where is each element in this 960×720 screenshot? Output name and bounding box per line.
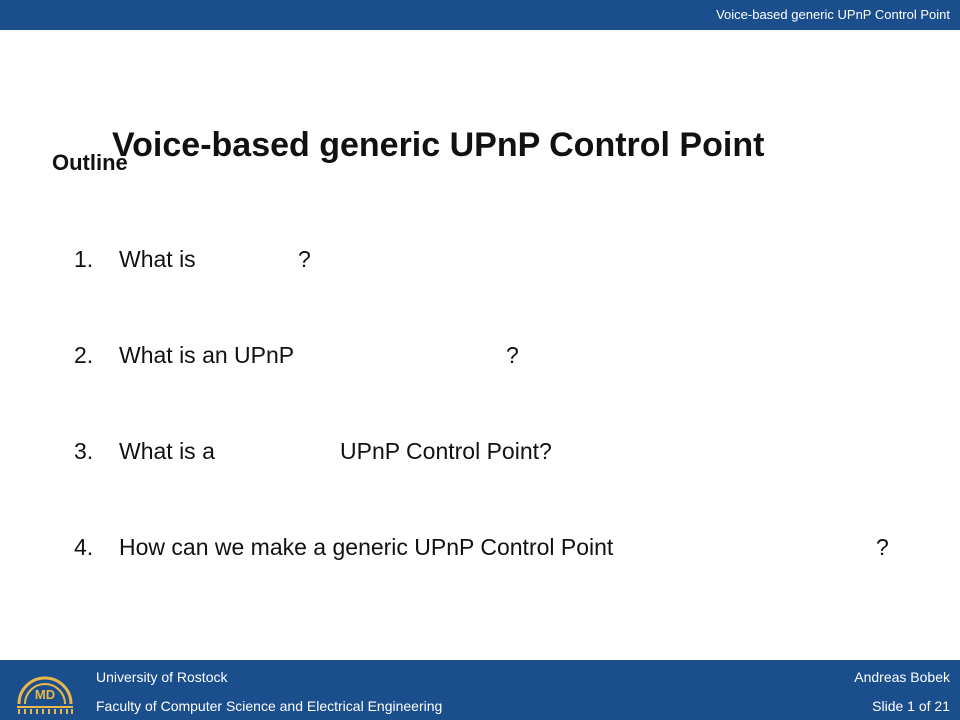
item-text: ? <box>298 246 311 272</box>
item-text: What is <box>119 246 196 272</box>
item-text: UPnP Control Point? <box>340 438 552 464</box>
item-text: How can we make a generic UPnP Control Point <box>119 534 614 560</box>
header-bar <box>0 0 960 30</box>
item-text: What is an UPnP <box>119 342 295 368</box>
footer-university: University of Rostock <box>96 669 228 685</box>
university-logo <box>14 666 76 716</box>
footer-faculty: Faculty of Computer Science and Electrical Engineering <box>96 698 443 714</box>
item-number: 1. <box>74 246 94 272</box>
slide-subtitle: Outline <box>52 150 128 175</box>
footer-bar <box>0 660 960 720</box>
slide-title: Voice-based generic UPnP Control Point <box>112 126 765 164</box>
item-text: ? <box>506 342 519 368</box>
footer-slide-number: Slide 1 of 21 <box>872 698 950 714</box>
item-number: 3. <box>74 438 94 464</box>
item-text: ? <box>876 534 889 560</box>
item-number: 2. <box>74 342 94 368</box>
item-number: 4. <box>74 534 94 560</box>
header-title: Voice-based generic UPnP Control Point <box>716 7 950 22</box>
item-text: What is a <box>119 438 215 464</box>
logo-text: MD <box>34 687 56 702</box>
footer-author: Andreas Bobek <box>854 669 950 685</box>
